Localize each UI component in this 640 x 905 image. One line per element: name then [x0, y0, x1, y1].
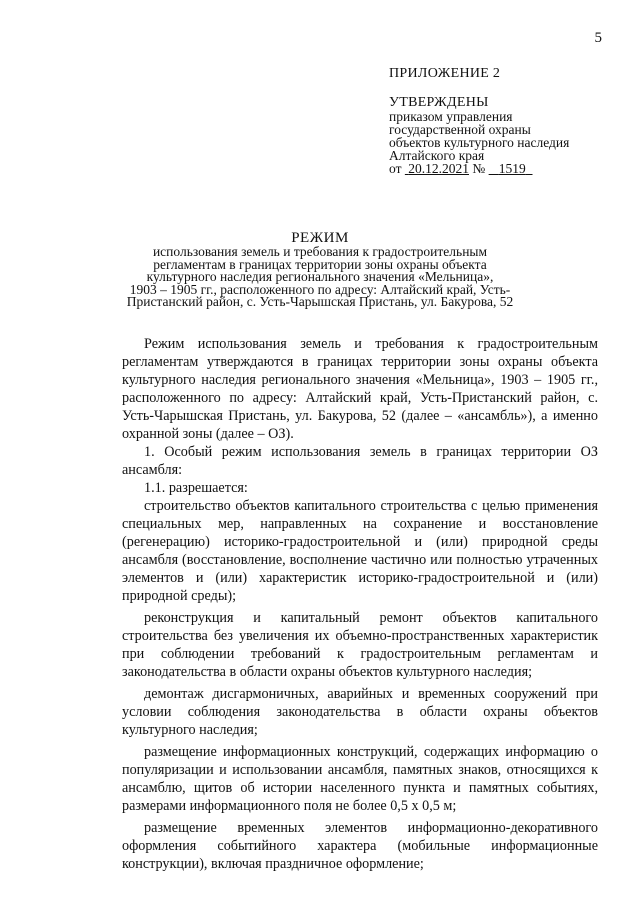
approval-title: УТВЕРЖДЕНЫ [389, 95, 489, 110]
approval-line: Алтайского края [389, 148, 485, 163]
page-number: 5 [594, 30, 602, 46]
body-paragraph: 1. Особый режим использования земель в границах территории ОЗ ансамбля: [122, 444, 598, 478]
body-paragraph: размещение информационных конструкций, содержащих информацию о популяризации и использовании ансамбля, памятных знаков, относящихся к ансамблю, щитов об истории населенного пункта и памятных событиях, размерами информационного поля не более 0,5 х 0,5 м; [122, 744, 598, 814]
approval-line: государственной охраны [389, 122, 531, 137]
title-line: регламентам в границах территории зоны охраны объекта [153, 256, 487, 272]
approval-line: объектов культурного наследия [389, 135, 570, 150]
order-line [389, 162, 569, 176]
title-line: 1903 – 1905 гг., расположенного по адресу: Алтайский край, Усть- [129, 281, 511, 297]
title-line: культурного наследия регионального значения «Мельница», [146, 269, 494, 284]
body-paragraph: реконструкция и капитальный ремонт объектов капитального строительства без увеличения их объемно-пространственных характеристик при соблюдении требований к градостроительным регламентам и законодательства в области охраны объектов культурного наследия; [122, 610, 598, 680]
order-number-label: № [472, 161, 486, 176]
body-paragraph: строительство объектов капитального строительства с целью применения специальных мер, направленных на сохранение и восстановление (регенерацию) историко-градостроительной и (или) природной среды ансамбля (восстановление, восполнение частично или полностью утраченных элементов и (или) характеристик историко-градостроительной и (или) природной среды); [122, 498, 598, 604]
document-body [122, 335, 598, 873]
body-paragraph: 1.1. разрешается: [144, 480, 248, 496]
body-paragraph: демонтаж дисгармоничных, аварийных и временных сооружений при условии соблюдения законодательства в области охраны объектов культурного наследия; [122, 686, 598, 738]
approval-line: приказом управления [389, 109, 513, 124]
order-prefix: от [389, 161, 402, 176]
title-line: Пристанский район, с. Усть-Чарышская Пристань, ул. Бакурова, 52 [126, 294, 514, 309]
document-title [0, 230, 640, 309]
body-paragraph: Режим использования земель и требования к градостроительным регламентам утверждаются в границах территории зоны охраны объекта культурного наследия регионального значения «Мельница», 1903 – 1905 гг., расположенного по адресу: Алтайский край, Усть-Пристанский район, с. Усть-Чарышская Пристань, ул. Бакурова, 52 (далее – «ансамбль»), а именно охранной зоны (далее – ОЗ). [122, 336, 598, 442]
approval-block [389, 96, 569, 176]
appendix-label: ПРИЛОЖЕНИЕ 2 [389, 66, 501, 81]
order-date: 20.12.2021 [408, 161, 469, 176]
title-heading: РЕЖИМ [291, 230, 349, 246]
order-number: 1519 [498, 161, 526, 176]
title-line: использования земель и требования к градостроительным [152, 244, 488, 259]
body-paragraph: размещение временных элементов информационно-декоративного оформления событийного характера (мобильные информационные конструкции), включая праздничное оформление; [122, 820, 598, 872]
